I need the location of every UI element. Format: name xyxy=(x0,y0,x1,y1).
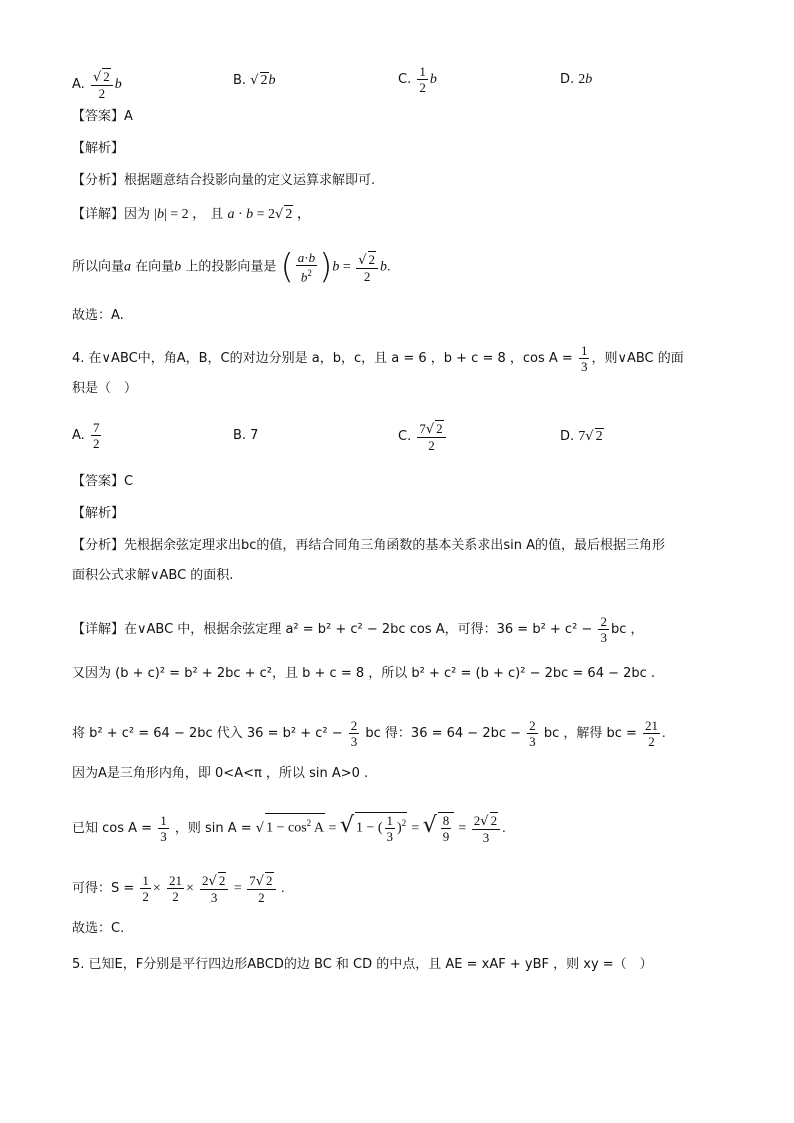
q3-choose: 故选：A. xyxy=(72,308,124,323)
q4-option-c: C. $\frac{7√ 2}{2}$ xyxy=(398,420,448,453)
q4-stem-line-2: 积是（ ） xyxy=(72,381,138,396)
option-label: B. xyxy=(233,73,247,88)
q4-detail-line-4: 因为A是三角形内角，即 0<A<π ，所以 sin A>0 . xyxy=(72,766,369,781)
option-label: C. xyxy=(398,72,412,87)
q3-analysis: 【分析】根据题意结合投影向量的定义运算求解即可. xyxy=(72,173,376,188)
q4-choose: 故选：C. xyxy=(72,921,125,936)
option-label: D. xyxy=(560,72,575,87)
q4-analysis-line-1: 【分析】先根据余弦定理求出bc的值，再结合同角三角函数的基本关系求出sin A的值，最后根据三角形 xyxy=(72,538,666,553)
q4-detail-line-5: 已知 cos A = $\frac{1}{3}$ ，则 sin A = √ $1 - \cos^2 A$ = √ 1 − ( $\frac{1}{3}$ )$^2$ = √ $\frac{8}{9}$ = $\frac{2√ 2}{3}$ . xyxy=(72,813,506,845)
q4-analysis-line-2: 面积公式求解∨ABC 的面积. xyxy=(72,568,234,583)
q3-option-c: C. $\frac{1}{2}$ b xyxy=(398,64,437,95)
q4-stem-line-1: 4. 在∨ABC中，角A，B，C的对边分别是 a，b，c，且 a = 6 ，b + c = 8 ，cos A = $\frac{1}{3}$ ，则∨ABC 的面 xyxy=(72,343,684,374)
q4-detail-line-3: 将 b² + c² = 64 − 2bc 代入 36 = b² + c² − $\frac{2}{3}$ bc 得：36 = 64 − 2bc − $\frac{2}{3}$ bc ，解得 bc = $\frac{21}{2}$ . xyxy=(72,718,666,749)
option-label: A. xyxy=(72,77,85,92)
q4-detail-line-1: 【详解】在∨ABC 中，根据余弦定理 a² = b² + c² − 2bc cos A，可得：36 = b² + c² − $\frac{2}{3}$ bc ， xyxy=(72,614,644,645)
q4-detail-line-6: 可得：S = $\frac{1}{2}$ × $\frac{21}{2}$ × $\frac{2√ 2}{3}$ = $\frac{7√ 2}{2}$ . xyxy=(72,873,285,905)
q3-option-b: B. √ 2b xyxy=(233,73,276,88)
q4-option-b: B. 7 xyxy=(233,428,259,443)
q4-option-d: D. 7√ 2 xyxy=(560,429,603,444)
q3-detail-line-2: 所以向量a 在向量b 上的投影向量是 ( $\frac{a\cdot b}{b^2}$ )b = $\frac{√ 2}{2}$ b. xyxy=(72,247,391,288)
q3-analysis-heading: 【解析】 xyxy=(72,141,125,156)
q3-option-d: D. 2b xyxy=(560,72,593,87)
q3-answer: 【答案】A xyxy=(72,109,133,124)
q5-stem: 5. 已知E，F分别是平行四边形ABCD的边 BC 和 CD 的中点，且 AE = xAF + yBF ，则 xy =（ ） xyxy=(72,957,653,972)
q4-option-a: A. $\frac{7}{2}$ xyxy=(72,420,100,451)
q4-answer: 【答案】C xyxy=(72,474,134,489)
q4-analysis-heading: 【解析】 xyxy=(72,506,125,521)
q4-detail-line-2: 又因为 (b + c)² = b² + 2bc + c²，且 b + c = 8 ，所以 b² + c² = (b + c)² − 2bc = 64 − 2bc . xyxy=(72,666,656,681)
q3-option-a: A. $\frac{√ 2}{2}$ b xyxy=(72,69,122,101)
q3-detail-line-1: 【详解】因为 |b| = 2 ， 且 a · b = 2√ 2 ， xyxy=(72,207,311,222)
